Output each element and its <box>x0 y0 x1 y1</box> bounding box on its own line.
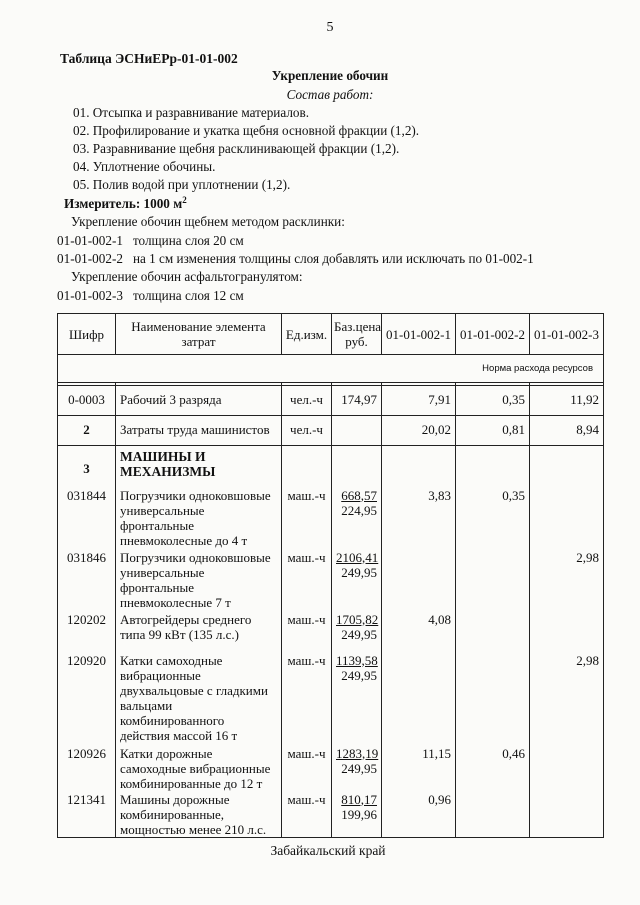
row-value-2 <box>456 653 530 746</box>
price-current: 2106,41 <box>336 549 379 565</box>
row-price: 174,97 <box>332 386 382 414</box>
variant-code: 01-01-002-2 <box>57 251 123 266</box>
row-value-3: 8,94 <box>530 416 604 444</box>
row-value-1: 7,91 <box>382 386 456 414</box>
section-code: 3 <box>58 446 116 488</box>
row-unit: чел.-ч <box>282 416 332 444</box>
row-value-3: 2,98 <box>530 653 604 746</box>
row-name: Автогрейдеры среднего типа 99 кВт (135 л.с.) <box>116 612 282 653</box>
table-row <box>58 653 604 746</box>
price-current: 1139,58 <box>336 652 378 668</box>
row-unit: маш.-ч <box>282 746 332 792</box>
variant-code: 01-01-002-1 <box>57 233 123 248</box>
row-value-1: 4,08 <box>382 612 456 653</box>
work-item: 04. Уплотнение обочины. <box>73 159 216 174</box>
variant-code: 01-01-002-3 <box>57 288 123 303</box>
row-price <box>332 488 382 550</box>
row-name: Катки самоходные вибрационные двухвальцовые с гладкими вальцами комбинированного действия массой 16 т <box>116 653 282 746</box>
price-base: 199,96 <box>341 806 377 822</box>
row-code: 121341 <box>58 792 116 838</box>
variant-text: на 1 см изменения толщины слоя добавлять или исключать по 01-002-1 <box>132 251 534 266</box>
row-price <box>332 746 382 792</box>
variant-group-title: Укрепление обочин щебнем методом расклинки: <box>71 214 345 229</box>
footer-region: Забайкальский край <box>270 843 386 858</box>
measure-label: Измеритель: 1000 м <box>64 196 183 211</box>
price-current: 1705,82 <box>336 611 379 627</box>
row-price <box>332 612 382 653</box>
variant-text: толщина слоя 20 см <box>132 233 244 248</box>
price-base: 249,95 <box>341 626 377 642</box>
norm-label: Норма расхода ресурсов <box>58 355 604 383</box>
row-code: 0-0003 <box>58 386 116 414</box>
header-variant-2: 01-01-002-2 <box>456 314 530 355</box>
page-number: 5 <box>326 20 334 35</box>
row-value-2 <box>456 792 530 838</box>
row-unit: маш.-ч <box>282 792 332 838</box>
header-unit: Ед.изм. <box>282 314 332 355</box>
measure-exponent: 2 <box>182 195 187 205</box>
price-current: 810,17 <box>341 791 377 807</box>
table-header-row <box>58 314 604 355</box>
price-base: 249,95 <box>341 760 377 776</box>
header-variant-3: 01-01-002-3 <box>530 314 604 355</box>
price-current: 668,57 <box>341 487 377 503</box>
work-item: 02. Профилирование и укатка щебня основной фракции (1,2). <box>73 123 420 138</box>
row-value-2: 0,81 <box>456 416 530 444</box>
row-value-1 <box>382 550 456 612</box>
row-value-2: 0,46 <box>456 746 530 792</box>
row-value-3 <box>530 488 604 550</box>
price-base: 224,95 <box>341 502 377 518</box>
row-code: 120920 <box>58 653 116 746</box>
resource-norms-table <box>57 313 604 838</box>
price-base: 249,95 <box>341 667 377 683</box>
row-unit: маш.-ч <box>282 550 332 612</box>
row-name: Машины дорожные комбинированные, мощностью менее 210 л.с. <box>116 792 282 838</box>
row-price <box>332 792 382 838</box>
row-value-1 <box>382 653 456 746</box>
row-name: Затраты труда машинистов <box>116 416 282 444</box>
row-unit: маш.-ч <box>282 653 332 746</box>
table-row <box>58 550 604 612</box>
row-price <box>332 416 382 444</box>
row-value-1: 3,83 <box>382 488 456 550</box>
row-value-2: 0,35 <box>456 386 530 414</box>
row-value-3 <box>530 746 604 792</box>
table-row <box>58 488 604 550</box>
row-code: 120202 <box>58 612 116 653</box>
row-name: Погрузчики одноковшовые универсальные фронтальные пневмоколесные 7 т <box>116 550 282 612</box>
variant-group-title: Укрепление обочин асфальтогранулятом: <box>71 269 303 284</box>
row-code: 120926 <box>58 746 116 792</box>
row-value-2 <box>456 550 530 612</box>
table-row <box>58 746 604 792</box>
row-price <box>332 653 382 746</box>
work-item: 05. Полив водой при уплотнении (1,2). <box>73 177 291 192</box>
table-row <box>58 416 604 444</box>
variant-text: толщина слоя 12 см <box>132 288 244 303</box>
table-row <box>58 612 604 653</box>
row-name: Погрузчики одноковшовые универсальные фронтальные пневмоколесные до 4 т <box>116 488 282 550</box>
row-value-3 <box>530 612 604 653</box>
header-variant-1: 01-01-002-1 <box>382 314 456 355</box>
variant-line <box>57 288 244 304</box>
row-value-3: 2,98 <box>530 550 604 612</box>
row-value-1: 20,02 <box>382 416 456 444</box>
section-row <box>58 446 604 488</box>
row-value-1: 0,96 <box>382 792 456 838</box>
row-code: 031844 <box>58 488 116 550</box>
row-code: 031846 <box>58 550 116 612</box>
work-heading: Состав работ: <box>286 87 374 102</box>
row-price <box>332 550 382 612</box>
row-value-1: 11,15 <box>382 746 456 792</box>
table-row <box>58 792 604 838</box>
row-value-3 <box>530 792 604 838</box>
section-title: Укрепление обочин <box>271 68 389 83</box>
variant-line <box>57 251 534 267</box>
header-code: Шифр <box>58 314 116 355</box>
row-code: 2 <box>58 416 116 444</box>
row-name: Катки дорожные самоходные вибрационные комбинированные до 12 т <box>116 746 282 792</box>
row-name: Рабочий 3 разряда <box>116 386 282 414</box>
price-base: 249,95 <box>341 564 377 580</box>
row-value-2 <box>456 612 530 653</box>
measure-unit <box>64 196 187 212</box>
row-value-2: 0,35 <box>456 488 530 550</box>
row-unit: чел.-ч <box>282 386 332 414</box>
work-item: 03. Разравнивание щебня расклинивающей фракции (1,2). <box>73 141 400 156</box>
table-title: Таблица ЭСНиЕРр-01-01-002 <box>60 51 238 66</box>
price-current: 1283,19 <box>336 745 379 761</box>
row-value-3: 11,92 <box>530 386 604 414</box>
row-unit: маш.-ч <box>282 612 332 653</box>
norm-label-row <box>58 355 604 383</box>
section-name: МАШИНЫ И МЕХАНИЗМЫ <box>116 446 282 488</box>
table-row <box>58 386 604 414</box>
header-price: Баз.цена руб. <box>332 314 382 355</box>
work-item: 01. Отсыпка и разравнивание материалов. <box>73 105 310 120</box>
header-name: Наименование элемента затрат <box>116 314 282 355</box>
variant-line <box>57 233 244 249</box>
row-unit: маш.-ч <box>282 488 332 550</box>
